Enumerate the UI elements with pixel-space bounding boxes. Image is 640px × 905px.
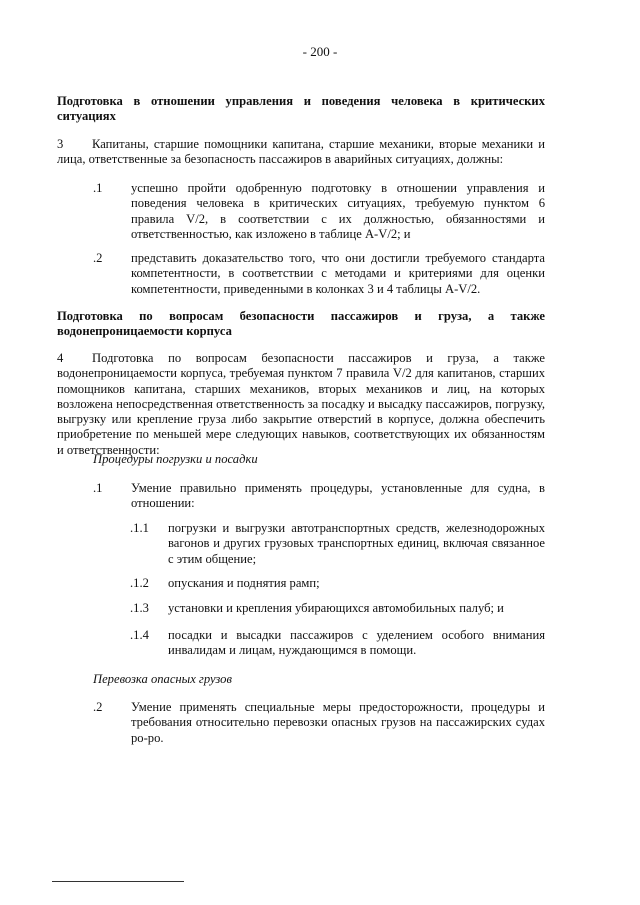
subitem-text: опускания и поднятия рамп; xyxy=(168,576,320,590)
item-text: успешно пройти одобренную подготовку в отношении управления и поведения человека в критических ситуациях, требуемую пунктом 6 правила V/2, в соответствии с их должностью, обязанностями и ответственностью, как изложено в таблице A-V/2; и xyxy=(131,181,545,241)
subitem-number: .1.3 xyxy=(130,601,149,615)
item-number: .2 xyxy=(93,251,103,265)
item-number: .1 xyxy=(93,481,103,495)
heading-line: ситуациях xyxy=(57,109,116,124)
footnote-separator xyxy=(52,881,184,882)
paragraph-text: Капитаны, старшие помощники капитана, старшие механики, вторые механики и лица, ответственные за безопасность пассажиров в аварийных ситуациях, должны: xyxy=(57,137,545,167)
item-text: Умение применять специальные меры предосторожности, процедуры и требования относительно перевозки опасных грузов на пассажирских судах ро-ро. xyxy=(131,700,545,745)
subsection-title-loading: Процедуры погрузки и посадки xyxy=(93,452,258,466)
item-text: Умение правильно применять процедуры, установленные для судна, в отношении: xyxy=(131,481,545,511)
heading-line: Подготовка по вопросам безопасности пассажиров и груза, а также xyxy=(57,309,545,323)
subitem-number: .1.1 xyxy=(130,521,149,535)
subitem-number: .1.2 xyxy=(130,576,149,590)
subitem-text: установки и крепления убирающихся автомобильных палуб; и xyxy=(168,601,504,615)
section-heading-human-behavior xyxy=(57,94,545,125)
subitem-number: .1.4 xyxy=(130,628,149,642)
item-text: представить доказательство того, что они достигли требуемого стандарта компетентности, в соответствии с методами и критериями для оценки компетентности, приведенными в колонках 3 и 4 таблицы A-V/2. xyxy=(131,251,545,296)
subitem-text: посадки и высадки пассажиров с уделением особого внимания инвалидам и лицам, нуждающимся в помощи. xyxy=(168,628,545,658)
subitem-text: погрузки и выгрузки автотранспортных средств, железнодорожных вагонов и других грузовых транспортных единиц, включая связанное с этим общение; xyxy=(168,521,545,566)
heading-line: водонепроницаемости корпуса xyxy=(57,324,232,339)
paragraph-3 xyxy=(57,137,545,168)
page-number: - 200 - xyxy=(302,44,338,59)
item-number: .2 xyxy=(93,700,103,714)
heading-line: Подготовка в отношении управления и поведения человека в критических xyxy=(57,94,545,108)
section-heading-passenger-safety xyxy=(57,309,545,340)
paragraph-text: Подготовка по вопросам безопасности пассажиров и груза, а также водонепроницаемости корпуса, требуемая пунктом 7 правила V/2 для капитанов, старших помощников капитана, старших механиков, вторых механиков и лиц, на которых возложена непосредственная ответственность за посадку и высадку пассажиров, погрузку, выгрузку или крепление груза либо закрытие отверстий в корпусе, должна обеспечить приобретение по меньшей мере следующих навыков, соответствующих их обязанностям и ответственности: xyxy=(57,351,545,457)
paragraph-number: 4 xyxy=(57,351,64,365)
paragraph-4 xyxy=(57,351,545,458)
paragraph-number: 3 xyxy=(57,137,64,151)
subsection-title-dangerous-goods: Перевозка опасных грузов xyxy=(93,672,232,686)
item-number: .1 xyxy=(93,181,103,195)
